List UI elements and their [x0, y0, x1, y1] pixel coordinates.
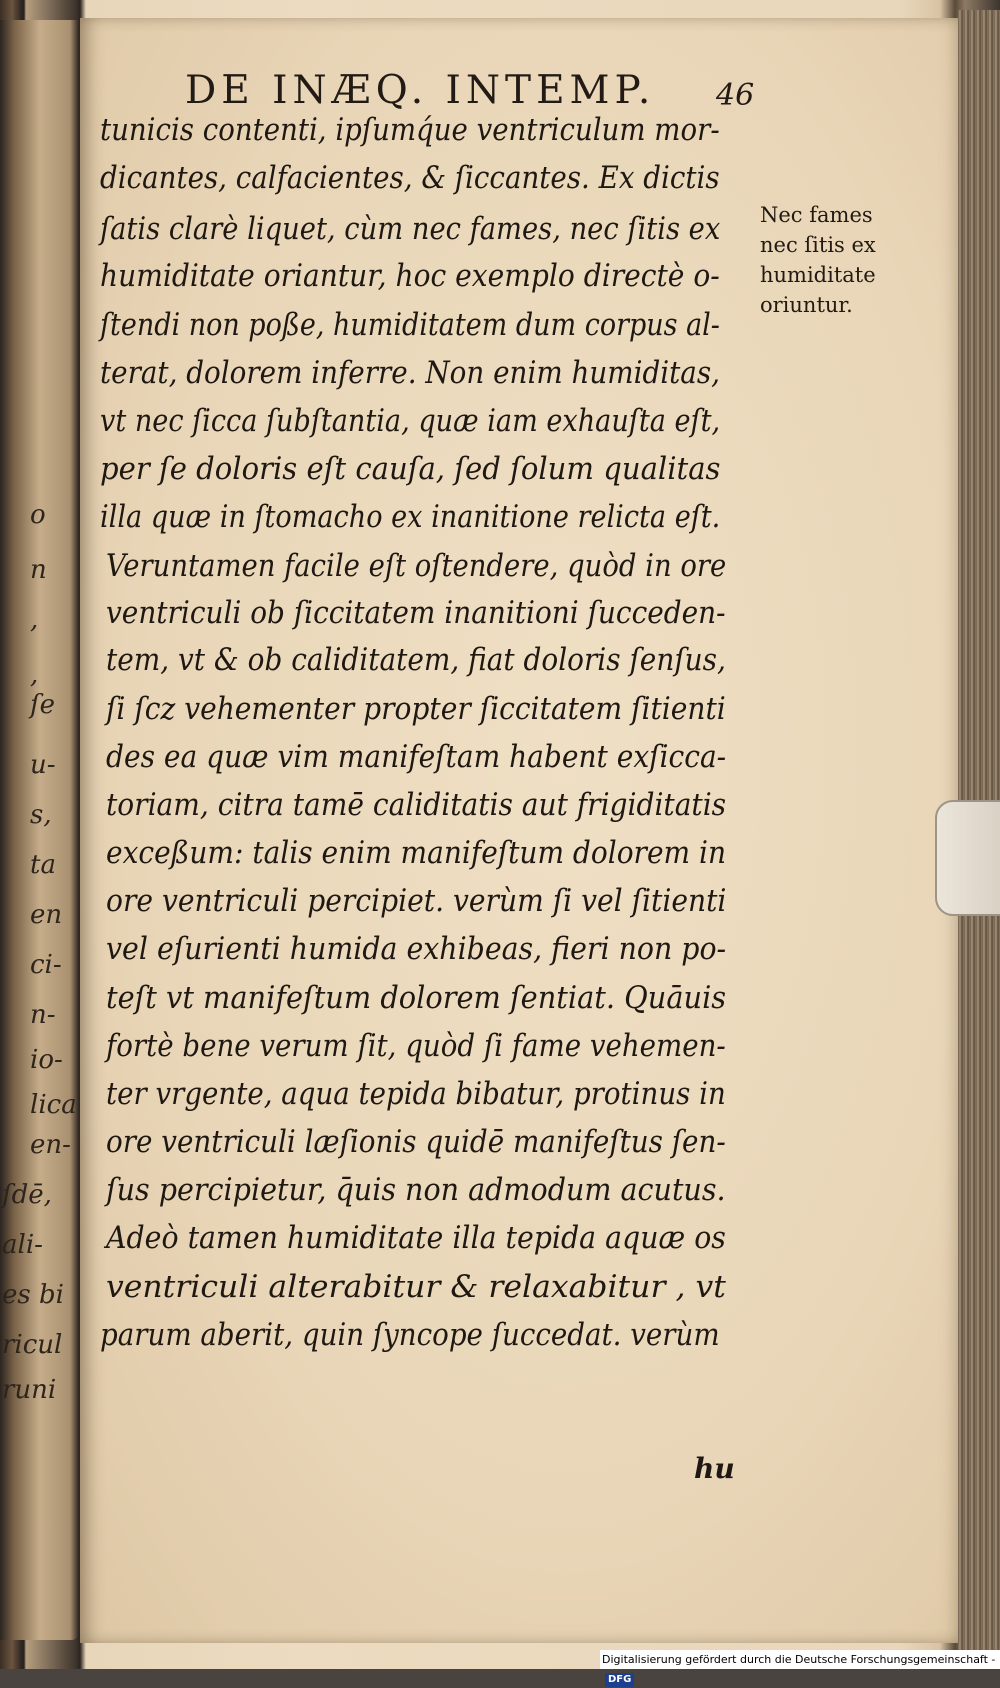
text-line: fortè bene verum ſit, quòd ſi fame vehemen-: [106, 1028, 726, 1064]
facing-page-fragment: ,: [30, 660, 39, 690]
text-line: tem, vt & ob caliditatem, fiat doloris ſenſus,: [106, 642, 726, 678]
marginal-note: [760, 200, 910, 320]
facing-page-fragment: o: [30, 500, 46, 530]
text-line: ſtendi non poße, humiditatem dum corpus al-: [100, 307, 720, 343]
dfg-logo: DFG: [605, 1673, 634, 1687]
text-line: terat, dolorem inferre. Non enim humiditas,: [100, 355, 720, 391]
text-line: exceßum: talis enim manifeſtum dolorem in: [106, 835, 727, 871]
text-line: illa quæ in ſtomacho ex inanitione relicta eſt.: [100, 499, 721, 535]
text-line: ſus percipietur, q̄uis non admodum acutus.: [106, 1172, 726, 1208]
facing-page-fragment: es bi: [2, 1280, 64, 1310]
catchword: hu: [694, 1452, 735, 1485]
text-line: dicantes, calfacientes, & ſiccantes. Ex dictis: [100, 160, 720, 196]
facing-page-edge: [0, 20, 78, 1640]
digitization-credit: [600, 1650, 1000, 1685]
text-line: parum aberit, quin ſyncope ſuccedat. verùm: [100, 1317, 720, 1353]
facing-page-fragment: s,: [30, 800, 52, 830]
marginal-line: oriuntur.: [760, 293, 853, 317]
marginal-line: nec ſitis ex: [760, 233, 876, 257]
facing-page-fragment: ta: [30, 850, 56, 880]
text-line: ventriculi ob ſiccitatem inanitioni ſucceden-: [106, 595, 726, 631]
text-line: toriam, citra tamē caliditatis aut frigiditatis: [106, 787, 727, 823]
credit-text: Digitalisierung gefördert durch die Deutsche Forschungsgemeinschaft -: [602, 1653, 996, 1666]
text-line: Veruntamen facile eſt oſtendere, quòd in ore: [106, 548, 727, 584]
text-line: teſt vt manifeſtum dolorem ſentiat. Quāuis: [106, 980, 727, 1016]
text-line: ore ventriculi percipiet. verùm ſi vel ſitienti: [106, 883, 727, 919]
marginal-line: Nec fames: [760, 203, 873, 227]
facing-page-fragment: ſe: [30, 690, 56, 720]
facing-page-fragment: u-: [30, 750, 56, 780]
text-line: humiditate oriantur, hoc exemplo directè o-: [100, 258, 720, 294]
facing-page-fragment: ricul: [2, 1330, 63, 1360]
facing-page-fragment: runi: [2, 1375, 57, 1405]
facing-page-fragment: en-: [30, 1130, 71, 1160]
facing-page-fragment: n: [30, 555, 47, 585]
text-line: tunicis contenti, ipſumq́ue ventriculum mor-: [100, 112, 720, 148]
facing-page-fragment: io-: [30, 1045, 63, 1075]
page-number: 46: [716, 78, 755, 113]
facing-page-fragment: ſdē,: [2, 1180, 52, 1210]
facing-page-fragment: n-: [30, 1000, 56, 1030]
book-clip-tab: [935, 800, 1000, 916]
text-line: ſatis clarè liquet, cùm nec fames, nec ſitis ex: [100, 211, 721, 247]
text-line: ſi ſcz vehementer propter ſiccitatem ſitienti: [106, 691, 726, 727]
text-line: des ea quæ vim manifeſtam habent exſicca-: [106, 739, 727, 775]
running-title: DE INÆQ. INTEMP.: [185, 68, 656, 113]
text-line: Adeò tamen humiditate illa tepida aquæ os: [106, 1220, 726, 1256]
text-line: ter vrgente, aqua tepida bibatur, protinus in: [106, 1076, 726, 1112]
facing-page-fragment: lica: [30, 1090, 77, 1120]
text-line: vt nec ſicca ſubſtantia, quæ iam exhauſta eſt,: [100, 403, 721, 439]
text-line: per ſe doloris eſt cauſa, ſed ſolum qualitas: [100, 451, 721, 487]
facing-page-fragment: en: [30, 900, 63, 930]
facing-page-fragment: ci-: [30, 950, 62, 980]
text-line: ore ventriculi læſionis quidē manifeſtus ſen-: [106, 1124, 726, 1160]
facing-page-fragment: ,: [30, 605, 39, 635]
text-line: vel eſurienti humida exhibeas, fieri non po-: [106, 931, 727, 967]
text-line: ventriculi alterabitur & relaxabitur , vt: [106, 1269, 726, 1305]
facing-page-fragment: ali-: [2, 1230, 43, 1260]
marginal-line: humiditate: [760, 263, 876, 287]
